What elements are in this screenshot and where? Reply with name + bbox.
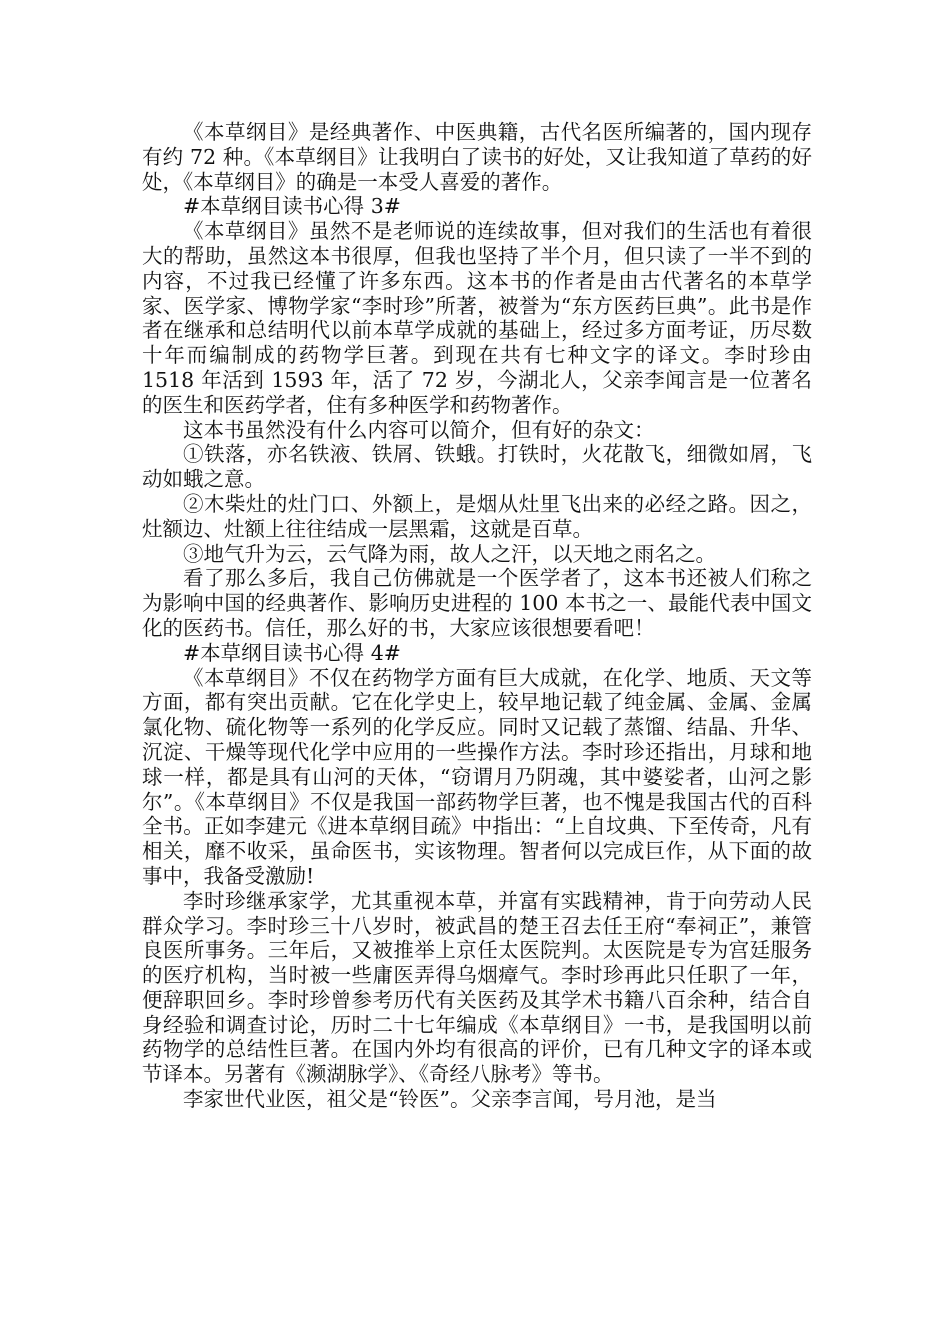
paragraph-essay-2: ②木柴灶的灶门口、外额上，是烟从灶里飞出来的必经之路。因之，灶额边、灶额上往往结成一层黑霜，这就是百草。 — [142, 491, 812, 541]
paragraph-reflection-4: 《本草纲目》不仅在药物学方面有巨大成就，在化学、地质、天文等方面，都有突出贡献。它在化学史上，较早地记载了纯金属、金属、金属氯化物、硫化物等一系列的化学反应。同时又记载了蒸馏、结晶、升华、沉淀、干燥等现代化学中应用的一些操作方法。李时珍还指出，月球和地球一样，都是具有山河的天体，“窃谓月乃阴魂，其中婆娑者，山河之影尔”。《本草纲目》不仅是我国一部药物学巨著，也不愧是我国古代的百科全书。正如李建元《进本草纲目疏》中指出：“上自坟典、下至传奇，凡有相关，靡不收采，虽命医书，实该物理。智者何以完成巨作，从下面的故事中，我备受激励! — [142, 665, 812, 888]
paragraph-essay-3: ③地气升为云，云气降为雨，故人之汗，以天地之雨名之。 — [183, 541, 716, 566]
section-heading-4: #本草纲目读书心得 4# — [183, 640, 401, 665]
paragraph-family-background: 李家世代业医，祖父是“铃医”。父亲李言闻，号月池，是当 — [183, 1087, 717, 1112]
paragraph-essays-intro: 这本书虽然没有什么内容可以简介，但有好的杂文： — [183, 417, 655, 442]
document-body — [142, 120, 812, 1112]
paragraph-essay-1: ①铁落，亦名铁液、铁屑、铁蛾。打铁时，火花散飞，细微如屑，飞动如蛾之意。 — [142, 442, 812, 492]
paragraph-biography: 李时珍继承家学，尤其重视本草，并富有实践精神，肯于向劳动人民群众学习。李时珍三十八岁时，被武昌的楚王召去任王府“奉祠正”，兼管良医所事务。三年后，又被推举上京任太医院判。太医院是专为宫廷服务的医疗机构，当时被一些庸医弄得乌烟瘴气。李时珍再此只任职了一年，便辞职回乡。李时珍曾参考历代有关医药及其学术书籍八百余种，结合自身经验和调查讨论，历时二十七年编成《本草纲目》一书，是我国明以前药物学的总结性巨著。在国内外均有很高的评价，已有几种文字的译本或节译本。另著有《濒湖脉学》、《奇经八脉考》等书。 — [142, 888, 812, 1087]
paragraph-intro-summary: 《本草纲目》是经典著作、中医典籍，古代名医所编著的，国内现存有约 72 种。《本草纲目》让我明白了读书的好处，又让我知道了草药的好处，《本草纲目》的确是一本受人喜爱的著作。 — [142, 120, 812, 194]
paragraph-reflection-3: 《本草纲目》虽然不是老师说的连续故事，但对我们的生活也有着很大的帮助，虽然这本书很厚，但我也坚持了半个月，但只读了一半不到的内容，不过我已经懂了许多东西。这本书的作者是由古代著名的本草学家、医学家、博物学家“李时珍”所著，被誉为“东方医药巨典”。此书是作者在继承和总结明代以前本草学成就的基础上，经过多方面考证，历尽数十年而编制成的药物学巨著。到现在共有七种文字的译文。李时珍由 1518 年活到 1593 年，活了 72 岁，今湖北人，父亲李闻言是一位著名的医生和医药学者，住有多种医学和药物著作。 — [142, 219, 812, 417]
paragraph-conclusion-3: 看了那么多后，我自己仿佛就是一个医学者了，这本书还被人们称之为影响中国的经典著作、影响历史进程的 100 本书之一、最能代表中国文化的医药书。信任，那么好的书，大家应该很想要看吧！ — [142, 566, 812, 640]
section-heading-3: #本草纲目读书心得 3# — [183, 194, 401, 219]
